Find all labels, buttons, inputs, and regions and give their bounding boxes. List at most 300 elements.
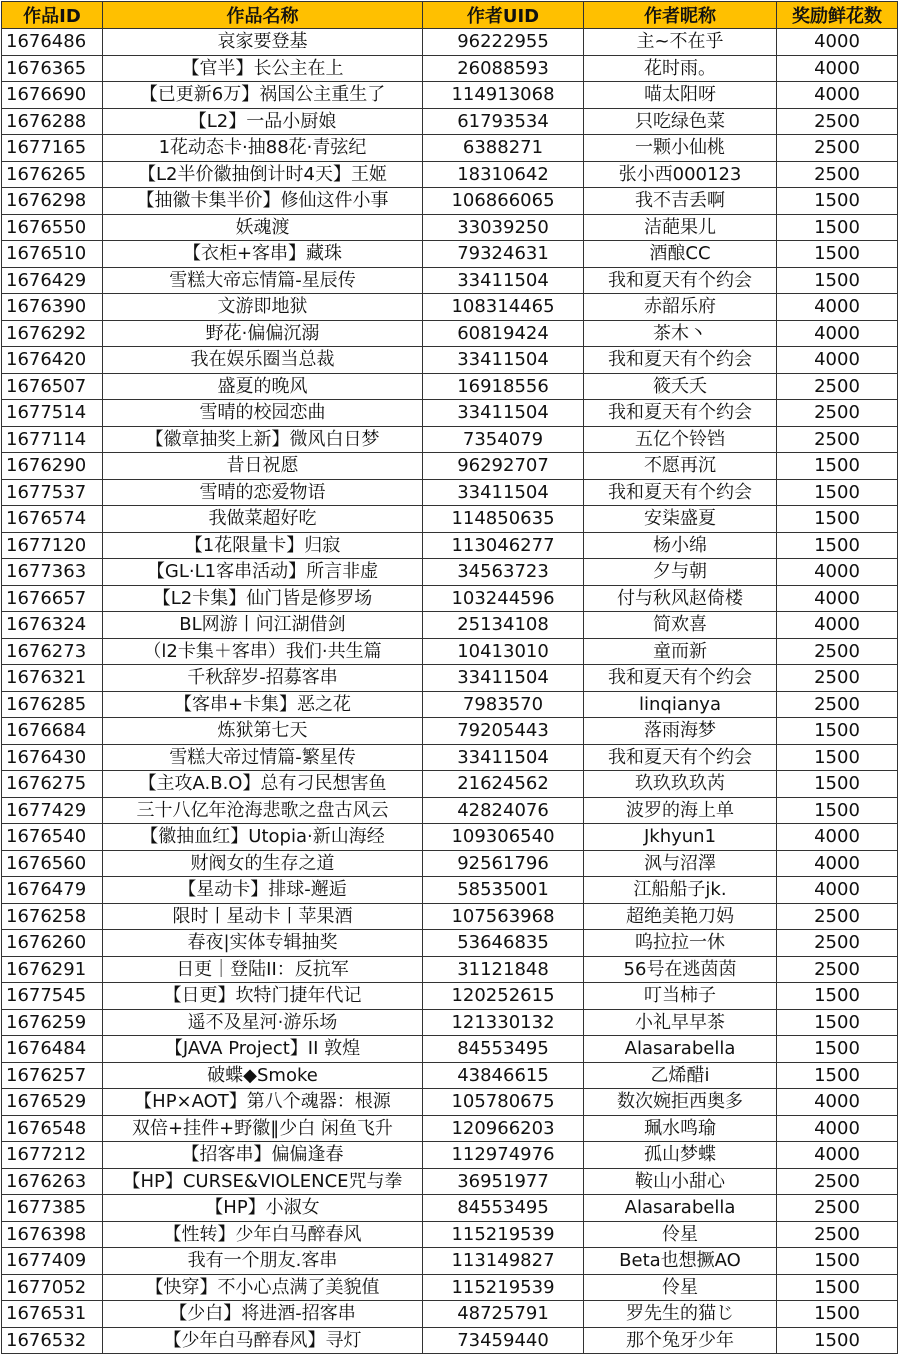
- cell-flower-reward: 4000: [777, 850, 898, 877]
- cell-work-title: （l2卡集＋客串）我们·共生篇: [103, 638, 423, 665]
- cell-flower-reward: 2500: [777, 956, 898, 983]
- table-row: [2, 267, 898, 294]
- cell-work-id: 1676259: [2, 1009, 103, 1036]
- cell-author-nickname: 我和夏天有个约会: [584, 347, 777, 374]
- cell-flower-reward: 2500: [777, 108, 898, 135]
- cell-work-id: 1677114: [2, 426, 103, 453]
- cell-flower-reward: 1500: [777, 1062, 898, 1089]
- cell-author-nickname: 茶木丶: [584, 320, 777, 347]
- cell-work-title: 【HP】CURSE&VIOLENCE咒与拳: [103, 1168, 423, 1195]
- cell-flower-reward: 2500: [777, 161, 898, 188]
- cell-work-id: 1676275: [2, 771, 103, 798]
- table-body: [2, 29, 898, 1354]
- cell-work-title: 【L2】一品小厨娘: [103, 108, 423, 135]
- table-row: [2, 612, 898, 639]
- cell-work-title: 雪晴的恋爱物语: [103, 479, 423, 506]
- cell-work-title: 破蝶◆Smoke: [103, 1062, 423, 1089]
- cell-author-nickname: 落雨海梦: [584, 718, 777, 745]
- cell-flower-reward: 2500: [777, 426, 898, 453]
- cell-work-id: 1676548: [2, 1115, 103, 1142]
- cell-work-id: 1676298: [2, 188, 103, 215]
- cell-flower-reward: 4000: [777, 320, 898, 347]
- cell-work-title: 日更｜登陆II：反抗军: [103, 956, 423, 983]
- cell-work-title: 【L2卡集】仙门皆是修罗场: [103, 585, 423, 612]
- cell-work-id: 1676486: [2, 29, 103, 56]
- cell-author-nickname: 超绝美艳刀妈: [584, 903, 777, 930]
- table-row: [2, 1168, 898, 1195]
- cell-author-uid: 33411504: [423, 665, 584, 692]
- cell-flower-reward: 1500: [777, 1248, 898, 1275]
- cell-flower-reward: 1500: [777, 479, 898, 506]
- table-row: [2, 638, 898, 665]
- cell-flower-reward: 2500: [777, 691, 898, 718]
- cell-author-nickname: 那个兔牙少年: [584, 1327, 777, 1354]
- cell-flower-reward: 1500: [777, 532, 898, 559]
- table-row: [2, 903, 898, 930]
- cell-author-nickname: 安柒盛夏: [584, 506, 777, 533]
- cell-work-id: 1676291: [2, 956, 103, 983]
- cell-author-nickname: 一颗小仙桃: [584, 135, 777, 162]
- cell-work-id: 1676532: [2, 1327, 103, 1354]
- cell-author-nickname: Beta也想撅AO: [584, 1248, 777, 1275]
- table-row: [2, 1009, 898, 1036]
- cell-author-uid: 7354079: [423, 426, 584, 453]
- cell-work-id: 1676265: [2, 161, 103, 188]
- cell-author-uid: 33411504: [423, 744, 584, 771]
- cell-author-uid: 103244596: [423, 585, 584, 612]
- header-work-title: 作品名称: [103, 2, 423, 29]
- table-row: [2, 1115, 898, 1142]
- cell-author-uid: 113046277: [423, 532, 584, 559]
- cell-work-id: 1676560: [2, 850, 103, 877]
- cell-work-id: 1676507: [2, 373, 103, 400]
- cell-author-uid: 43846615: [423, 1062, 584, 1089]
- cell-work-id: 1676531: [2, 1301, 103, 1328]
- cell-work-title: 【衣柜+客串】藏珠: [103, 241, 423, 268]
- cell-author-uid: 31121848: [423, 956, 584, 983]
- table-row: [2, 1062, 898, 1089]
- cell-flower-reward: 4000: [777, 824, 898, 851]
- cell-author-nickname: 沨与沼澤: [584, 850, 777, 877]
- cell-work-title: BL网游丨问江湖借剑: [103, 612, 423, 639]
- table-row: [2, 294, 898, 321]
- cell-work-id: 1676273: [2, 638, 103, 665]
- cell-author-uid: 33411504: [423, 347, 584, 374]
- cell-author-nickname: Jkhyun1: [584, 824, 777, 851]
- cell-work-id: 1677409: [2, 1248, 103, 1275]
- cell-author-uid: 107563968: [423, 903, 584, 930]
- cell-author-uid: 61793534: [423, 108, 584, 135]
- cell-author-uid: 120966203: [423, 1115, 584, 1142]
- cell-author-uid: 33411504: [423, 479, 584, 506]
- cell-work-id: 1676484: [2, 1036, 103, 1063]
- table-row: [2, 214, 898, 241]
- table-row: [2, 506, 898, 533]
- cell-author-uid: 114913068: [423, 82, 584, 109]
- cell-flower-reward: 2500: [777, 1195, 898, 1222]
- cell-work-id: 1677120: [2, 532, 103, 559]
- cell-work-title: 【已更新6万】祸国公主重生了: [103, 82, 423, 109]
- cell-work-title: 雪糕大帝过情篇-繁星传: [103, 744, 423, 771]
- cell-work-title: 妖魂渡: [103, 214, 423, 241]
- cell-author-uid: 121330132: [423, 1009, 584, 1036]
- cell-author-nickname: 筱夭夭: [584, 373, 777, 400]
- cell-author-nickname: 我和夏天有个约会: [584, 267, 777, 294]
- cell-work-id: 1676550: [2, 214, 103, 241]
- cell-work-title: 三十八亿年沧海悲歌之盘古风云: [103, 797, 423, 824]
- cell-author-uid: 92561796: [423, 850, 584, 877]
- table-row: [2, 161, 898, 188]
- cell-work-title: 盛夏的晚风: [103, 373, 423, 400]
- cell-flower-reward: 1500: [777, 744, 898, 771]
- cell-flower-reward: 1500: [777, 188, 898, 215]
- cell-author-nickname: 赤韶乐府: [584, 294, 777, 321]
- cell-author-nickname: 孤山梦蝶: [584, 1142, 777, 1169]
- table-row: [2, 877, 898, 904]
- table-row: [2, 188, 898, 215]
- header-flower-reward: 奖励鲜花数: [777, 2, 898, 29]
- table-row: [2, 1221, 898, 1248]
- cell-work-title: 【徽章抽奖上新】微风白日梦: [103, 426, 423, 453]
- cell-author-uid: 33411504: [423, 400, 584, 427]
- table-row: [2, 718, 898, 745]
- cell-flower-reward: 1500: [777, 1301, 898, 1328]
- cell-work-title: 千秋辞岁-招募客串: [103, 665, 423, 692]
- cell-work-title: 【官半】长公主在上: [103, 55, 423, 82]
- cell-author-uid: 114850635: [423, 506, 584, 533]
- cell-work-id: 1676690: [2, 82, 103, 109]
- cell-author-uid: 53646835: [423, 930, 584, 957]
- table-row: [2, 532, 898, 559]
- cell-author-nickname: 我和夏天有个约会: [584, 665, 777, 692]
- cell-author-nickname: Alasarabella: [584, 1036, 777, 1063]
- table-row: [2, 824, 898, 851]
- cell-author-nickname: 数次婉拒西奥多: [584, 1089, 777, 1116]
- cell-work-title: 炼狱第七天: [103, 718, 423, 745]
- cell-work-id: 1676260: [2, 930, 103, 957]
- table-row: [2, 82, 898, 109]
- cell-author-nickname: 罗先生的猫じ: [584, 1301, 777, 1328]
- cell-work-title: 【徽抽血红】Utopia·新山海经: [103, 824, 423, 851]
- cell-author-uid: 25134108: [423, 612, 584, 639]
- cell-author-nickname: 洁葩果儿: [584, 214, 777, 241]
- table-row: [2, 1089, 898, 1116]
- cell-work-title: 【日更】坎特门捷年代记: [103, 983, 423, 1010]
- cell-work-id: 1676574: [2, 506, 103, 533]
- cell-work-id: 1676420: [2, 347, 103, 374]
- cell-author-uid: 115219539: [423, 1274, 584, 1301]
- cell-work-id: 1676398: [2, 1221, 103, 1248]
- table-row: [2, 479, 898, 506]
- cell-author-nickname: linqianya: [584, 691, 777, 718]
- table-row: [2, 797, 898, 824]
- cell-author-nickname: 呜拉拉一休: [584, 930, 777, 957]
- cell-flower-reward: 1500: [777, 771, 898, 798]
- cell-work-id: 1677429: [2, 797, 103, 824]
- cell-work-title: 【快穿】不小心点满了美貌值: [103, 1274, 423, 1301]
- cell-author-uid: 96292707: [423, 453, 584, 480]
- cell-work-title: 昔日祝愿: [103, 453, 423, 480]
- cell-author-nickname: 童而新: [584, 638, 777, 665]
- cell-work-id: 1677385: [2, 1195, 103, 1222]
- cell-work-id: 1677545: [2, 983, 103, 1010]
- table-row: [2, 400, 898, 427]
- header-author-uid: 作者UID: [423, 2, 584, 29]
- cell-author-nickname: 我和夏天有个约会: [584, 400, 777, 427]
- cell-flower-reward: 1500: [777, 267, 898, 294]
- cell-work-id: 1676292: [2, 320, 103, 347]
- table-row: [2, 135, 898, 162]
- cell-author-uid: 112974976: [423, 1142, 584, 1169]
- cell-work-title: 【客串+卡集】恶之花: [103, 691, 423, 718]
- cell-flower-reward: 2500: [777, 1168, 898, 1195]
- cell-work-title: 哀家要登基: [103, 29, 423, 56]
- cell-work-id: 1676257: [2, 1062, 103, 1089]
- cell-author-nickname: 喵太阳呀: [584, 82, 777, 109]
- cell-work-id: 1676529: [2, 1089, 103, 1116]
- cell-flower-reward: 2500: [777, 665, 898, 692]
- cell-work-title: 财阀女的生存之道: [103, 850, 423, 877]
- table-row: [2, 691, 898, 718]
- cell-work-title: 【少白】将进酒-招客串: [103, 1301, 423, 1328]
- table-row: [2, 320, 898, 347]
- cell-flower-reward: 4000: [777, 612, 898, 639]
- cell-flower-reward: 4000: [777, 1142, 898, 1169]
- cell-work-title: 雪晴的校园恋曲: [103, 400, 423, 427]
- cell-work-id: 1676684: [2, 718, 103, 745]
- cell-work-id: 1677165: [2, 135, 103, 162]
- table-row: [2, 585, 898, 612]
- table-row: [2, 1036, 898, 1063]
- cell-author-uid: 16918556: [423, 373, 584, 400]
- cell-author-uid: 33039250: [423, 214, 584, 241]
- cell-work-title: 我有一个朋友.客串: [103, 1248, 423, 1275]
- table-row: [2, 55, 898, 82]
- cell-author-uid: 106866065: [423, 188, 584, 215]
- table-row: [2, 771, 898, 798]
- cell-author-uid: 42824076: [423, 797, 584, 824]
- cell-flower-reward: 4000: [777, 347, 898, 374]
- cell-work-id: 1676290: [2, 453, 103, 480]
- table-row: [2, 1327, 898, 1354]
- cell-author-nickname: 珮水鸣瑜: [584, 1115, 777, 1142]
- table-row: [2, 347, 898, 374]
- cell-flower-reward: 1500: [777, 1274, 898, 1301]
- table-row: [2, 1142, 898, 1169]
- cell-flower-reward: 2500: [777, 903, 898, 930]
- table-row: [2, 1195, 898, 1222]
- cell-work-title: 【少年白马醉春风】寻灯: [103, 1327, 423, 1354]
- cell-author-nickname: 我不吉丢啊: [584, 188, 777, 215]
- cell-flower-reward: 4000: [777, 559, 898, 586]
- cell-author-uid: 84553495: [423, 1195, 584, 1222]
- cell-work-title: 雪糕大帝忘情篇-星辰传: [103, 267, 423, 294]
- cell-work-id: 1676510: [2, 241, 103, 268]
- cell-flower-reward: 1500: [777, 1009, 898, 1036]
- cell-flower-reward: 2500: [777, 400, 898, 427]
- cell-work-title: 限时丨星动卡丨苹果酒: [103, 903, 423, 930]
- cell-work-id: 1676657: [2, 585, 103, 612]
- cell-flower-reward: 4000: [777, 585, 898, 612]
- table-row: [2, 453, 898, 480]
- cell-author-uid: 96222955: [423, 29, 584, 56]
- cell-author-nickname: 主~不在乎: [584, 29, 777, 56]
- cell-flower-reward: 1500: [777, 214, 898, 241]
- cell-flower-reward: 2500: [777, 930, 898, 957]
- cell-author-uid: 109306540: [423, 824, 584, 851]
- cell-author-uid: 105780675: [423, 1089, 584, 1116]
- cell-author-nickname: 乙烯醋i: [584, 1062, 777, 1089]
- table-row: [2, 559, 898, 586]
- table-row: [2, 930, 898, 957]
- cell-work-id: 1676430: [2, 744, 103, 771]
- cell-author-uid: 33411504: [423, 267, 584, 294]
- cell-flower-reward: 4000: [777, 1089, 898, 1116]
- cell-flower-reward: 1500: [777, 241, 898, 268]
- cell-flower-reward: 1500: [777, 718, 898, 745]
- cell-author-nickname: 五亿个铃铛: [584, 426, 777, 453]
- cell-work-title: 野花·偏偏沉溺: [103, 320, 423, 347]
- table-row: [2, 29, 898, 56]
- cell-author-uid: 113149827: [423, 1248, 584, 1275]
- table-row: [2, 241, 898, 268]
- cell-work-id: 1676429: [2, 267, 103, 294]
- cell-flower-reward: 4000: [777, 82, 898, 109]
- cell-work-id: 1676288: [2, 108, 103, 135]
- cell-author-nickname: 夕与朝: [584, 559, 777, 586]
- cell-work-id: 1676390: [2, 294, 103, 321]
- cell-work-title: 【主攻A.B.O】总有刁民想害鱼: [103, 771, 423, 798]
- cell-author-uid: 73459440: [423, 1327, 584, 1354]
- cell-work-title: 【星动卡】排球-邂逅: [103, 877, 423, 904]
- cell-author-nickname: Alasarabella: [584, 1195, 777, 1222]
- header-row: [2, 2, 898, 29]
- table-row: [2, 373, 898, 400]
- table-row: [2, 665, 898, 692]
- table-row: [2, 1301, 898, 1328]
- cell-author-uid: 6388271: [423, 135, 584, 162]
- cell-author-nickname: 花时雨。: [584, 55, 777, 82]
- cell-author-nickname: 玖玖玖玖芮: [584, 771, 777, 798]
- cell-flower-reward: 2500: [777, 135, 898, 162]
- cell-flower-reward: 4000: [777, 294, 898, 321]
- header-author-nickname: 作者昵称: [584, 2, 777, 29]
- cell-flower-reward: 1500: [777, 1036, 898, 1063]
- cell-work-id: 1676263: [2, 1168, 103, 1195]
- cell-author-nickname: 江船船子jk.: [584, 877, 777, 904]
- cell-author-nickname: 我和夏天有个约会: [584, 479, 777, 506]
- cell-work-id: 1676258: [2, 903, 103, 930]
- cell-author-nickname: 不愿再沉: [584, 453, 777, 480]
- cell-author-nickname: 56号在逃茵茵: [584, 956, 777, 983]
- cell-work-id: 1677212: [2, 1142, 103, 1169]
- cell-author-uid: 10413010: [423, 638, 584, 665]
- cell-author-uid: 58535001: [423, 877, 584, 904]
- cell-author-uid: 7983570: [423, 691, 584, 718]
- cell-flower-reward: 1500: [777, 453, 898, 480]
- cell-flower-reward: 1500: [777, 983, 898, 1010]
- cell-flower-reward: 2500: [777, 373, 898, 400]
- cell-author-uid: 108314465: [423, 294, 584, 321]
- cell-author-uid: 36951977: [423, 1168, 584, 1195]
- cell-work-title: 我做菜超好吃: [103, 506, 423, 533]
- cell-author-nickname: 简欢喜: [584, 612, 777, 639]
- table-row: [2, 850, 898, 877]
- cell-author-nickname: 叮当柿子: [584, 983, 777, 1010]
- cell-author-uid: 115219539: [423, 1221, 584, 1248]
- cell-author-uid: 48725791: [423, 1301, 584, 1328]
- cell-work-title: 【HP】小淑女: [103, 1195, 423, 1222]
- table-row: [2, 1248, 898, 1275]
- header-work-id: 作品ID: [2, 2, 103, 29]
- cell-author-uid: 34563723: [423, 559, 584, 586]
- cell-work-title: 【招客串】偏偏逢春: [103, 1142, 423, 1169]
- cell-flower-reward: 4000: [777, 55, 898, 82]
- cell-author-uid: 60819424: [423, 320, 584, 347]
- cell-work-id: 1677052: [2, 1274, 103, 1301]
- cell-flower-reward: 2500: [777, 638, 898, 665]
- cell-author-nickname: 波罗的海上单: [584, 797, 777, 824]
- cell-flower-reward: 4000: [777, 1115, 898, 1142]
- cell-author-uid: 21624562: [423, 771, 584, 798]
- cell-work-title: 【抽徽卡集半价】修仙这件小事: [103, 188, 423, 215]
- cell-author-uid: 79205443: [423, 718, 584, 745]
- table-row: [2, 1274, 898, 1301]
- cell-work-id: 1677537: [2, 479, 103, 506]
- cell-work-title: 1花动态卡·抽88花·青弦纪: [103, 135, 423, 162]
- table-row: [2, 108, 898, 135]
- cell-author-nickname: 伶星: [584, 1274, 777, 1301]
- cell-work-id: 1676479: [2, 877, 103, 904]
- cell-work-id: 1676540: [2, 824, 103, 851]
- cell-flower-reward: 1500: [777, 506, 898, 533]
- cell-work-id: 1677514: [2, 400, 103, 427]
- cell-author-nickname: 付与秋风赵倚楼: [584, 585, 777, 612]
- cell-work-title: 【JAVA Project】II 敦煌: [103, 1036, 423, 1063]
- cell-author-nickname: 杨小绵: [584, 532, 777, 559]
- cell-flower-reward: 4000: [777, 29, 898, 56]
- cell-work-title: 【HP×AOT】第八个魂器：根源: [103, 1089, 423, 1116]
- cell-work-id: 1676365: [2, 55, 103, 82]
- cell-author-nickname: 鞍山小甜心: [584, 1168, 777, 1195]
- cell-work-title: 我在娱乐圈当总裁: [103, 347, 423, 374]
- cell-work-title: 双倍+挂件+野徽‖少白 闲鱼飞升: [103, 1115, 423, 1142]
- cell-flower-reward: 1500: [777, 1327, 898, 1354]
- cell-author-uid: 84553495: [423, 1036, 584, 1063]
- award-table: [1, 1, 898, 1354]
- cell-author-uid: 26088593: [423, 55, 584, 82]
- table-row: [2, 956, 898, 983]
- cell-work-id: 1677363: [2, 559, 103, 586]
- cell-work-title: 【L2半价徽抽倒计时4天】王姬: [103, 161, 423, 188]
- cell-author-uid: 79324631: [423, 241, 584, 268]
- cell-author-nickname: 小礼早早茶: [584, 1009, 777, 1036]
- cell-author-uid: 18310642: [423, 161, 584, 188]
- cell-work-title: 遥不及星河·游乐场: [103, 1009, 423, 1036]
- cell-author-nickname: 张小西000123: [584, 161, 777, 188]
- cell-author-nickname: 我和夏天有个约会: [584, 744, 777, 771]
- cell-author-nickname: 酒酿CC: [584, 241, 777, 268]
- cell-work-id: 1676285: [2, 691, 103, 718]
- cell-work-id: 1676324: [2, 612, 103, 639]
- cell-flower-reward: 4000: [777, 877, 898, 904]
- table-row: [2, 983, 898, 1010]
- cell-flower-reward: 1500: [777, 797, 898, 824]
- cell-author-nickname: 伶星: [584, 1221, 777, 1248]
- cell-work-title: 【性转】少年白马醉春风: [103, 1221, 423, 1248]
- cell-author-uid: 120252615: [423, 983, 584, 1010]
- table-row: [2, 426, 898, 453]
